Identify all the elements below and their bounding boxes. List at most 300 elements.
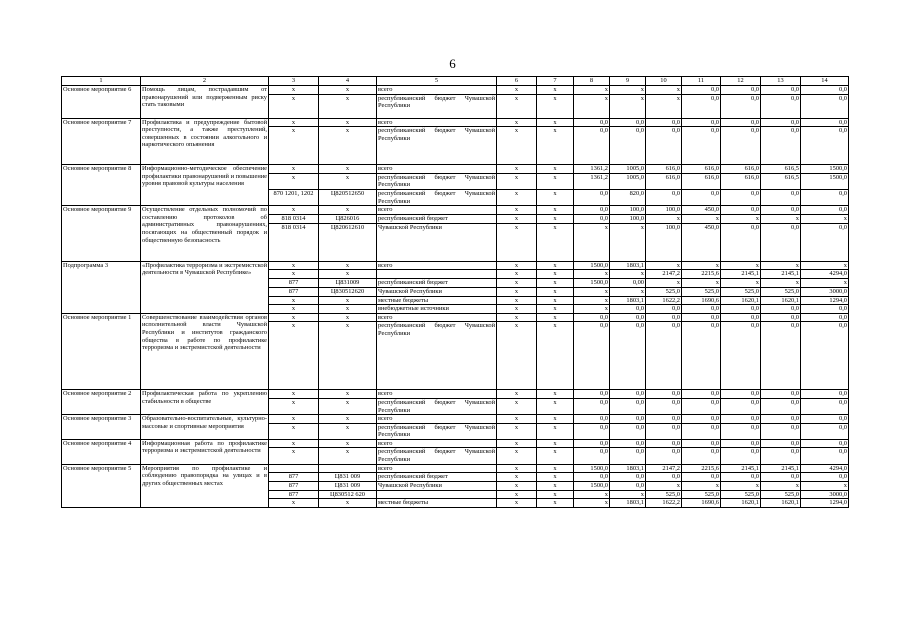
value-cell: 870 1201, 1202: [269, 189, 319, 205]
table-row: [62, 118, 849, 127]
value-cell: x: [537, 118, 574, 127]
value-cell: x: [682, 214, 721, 223]
value-cell: 2215,6: [682, 464, 721, 473]
value-cell: x: [574, 296, 610, 305]
funding-source-cell: республиканский бюджет Чувашской Республики: [378, 448, 495, 464]
funding-source-cell: Чувашской Республики: [377, 481, 497, 490]
measure-description: Профилактическая работа по укреплению стабильности в обществе: [141, 390, 269, 415]
value-cell: 0,0: [574, 390, 610, 399]
value-cell: 450,0: [682, 206, 721, 215]
value-cell: 0,0: [646, 448, 682, 464]
value-cell: Ц831 009: [319, 481, 377, 490]
value-cell: 0,0: [721, 423, 761, 439]
value-cell: 0,0: [801, 398, 849, 414]
value-cell: 0,0: [574, 322, 610, 390]
header-cell: 9: [610, 77, 646, 86]
value-cell: 0,0: [721, 305, 761, 314]
value-cell: 0,0: [801, 313, 849, 322]
value-cell: x: [682, 481, 721, 490]
value-cell: x: [574, 94, 610, 118]
value-cell: x: [319, 173, 377, 189]
value-cell: 0,0: [610, 305, 646, 314]
value-cell: x: [537, 415, 574, 424]
value-cell: 0,0: [682, 305, 721, 314]
value-cell: [319, 464, 377, 473]
value-cell: x: [646, 214, 682, 223]
value-cell: x: [269, 296, 319, 305]
value-cell: 0,0: [646, 415, 682, 424]
value-cell: x: [497, 490, 537, 499]
value-cell: 1500,0: [574, 261, 610, 270]
value-cell: x: [497, 94, 537, 118]
value-cell: 0,0: [574, 214, 610, 223]
value-cell: 0,0: [646, 313, 682, 322]
value-cell: 616,5: [761, 165, 801, 174]
value-cell: 0,0: [646, 423, 682, 439]
value-cell: x: [497, 473, 537, 482]
value-cell: 2215,6: [682, 270, 721, 279]
value-cell: x: [537, 279, 574, 288]
value-cell: x: [801, 481, 849, 490]
value-cell: x: [497, 165, 537, 174]
funding-source-cell: всего: [377, 464, 497, 473]
value-cell: 0,0: [801, 223, 849, 261]
funding-source-cell: республиканский бюджет Чувашской Республики: [378, 189, 495, 205]
value-cell: 818 0314: [269, 223, 319, 261]
value-cell: x: [761, 481, 801, 490]
value-cell: x: [319, 322, 377, 390]
header-cell: 13: [761, 77, 801, 86]
value-cell: x: [646, 279, 682, 288]
value-cell: x: [574, 499, 610, 508]
value-cell: 525,0: [761, 490, 801, 499]
value-cell: x: [319, 86, 377, 95]
value-cell: 0,0: [721, 398, 761, 414]
value-cell: x: [574, 270, 610, 279]
measure-title: Основное мероприятие 2: [62, 390, 141, 415]
value-cell: x: [319, 270, 377, 279]
funding-source-cell: Чувашской Республики: [377, 287, 497, 296]
value-cell: 100,0: [646, 206, 682, 215]
funding-source-cell: республиканский бюджет Чувашской Республики: [378, 173, 495, 189]
value-cell: 0,0: [801, 206, 849, 215]
value-cell: Ц826016: [319, 214, 377, 223]
value-cell: x: [574, 305, 610, 314]
funding-source-cell: всего: [377, 86, 497, 95]
value-cell: x: [269, 86, 319, 95]
value-cell: x: [319, 313, 377, 322]
value-cell: 0,0: [721, 439, 761, 448]
measure-description: Осуществление отдельных полномочий по составлению протоколов об административных правонарушениях, посягающих на общественный порядок и общественную безопасность: [141, 206, 269, 262]
value-cell: x: [497, 173, 537, 189]
measure-description: Помощь лицам, пострадавшим от правонарушений или подверженным риску стать таковыми: [141, 86, 269, 119]
measure-description: Информационно-методическое обеспечение профилактики правонарушений и повышение уровня правовой культуры населения: [141, 165, 269, 206]
value-cell: 0,0: [574, 206, 610, 215]
value-cell: x: [269, 439, 319, 448]
funding-source-cell: [377, 270, 497, 279]
value-cell: x: [269, 322, 319, 390]
value-cell: 0,0: [646, 189, 682, 205]
value-cell: 1294,0: [801, 296, 849, 305]
value-cell: x: [497, 313, 537, 322]
value-cell: x: [497, 270, 537, 279]
value-cell: 525,0: [721, 490, 761, 499]
header-cell: 2: [141, 77, 269, 86]
header-row: [62, 77, 849, 86]
value-cell: 0,0: [801, 94, 849, 118]
value-cell: 0,0: [682, 415, 721, 424]
value-cell: 1690,6: [682, 499, 721, 508]
value-cell: x: [269, 173, 319, 189]
value-cell: 877: [269, 279, 319, 288]
value-cell: 0,0: [721, 127, 761, 165]
value-cell: x: [497, 415, 537, 424]
measure-title: Основное мероприятие 5: [62, 464, 141, 507]
value-cell: 0,0: [761, 86, 801, 95]
value-cell: x: [319, 423, 377, 439]
funding-source-cell: всего: [377, 415, 497, 424]
funding-source-cell: всего: [377, 165, 497, 174]
funding-source-cell: [377, 490, 497, 499]
value-cell: 0,0: [574, 448, 610, 464]
value-cell: x: [497, 189, 537, 205]
value-cell: x: [537, 423, 574, 439]
funding-source-cell: местные бюджеты: [377, 296, 497, 305]
value-cell: 0,0: [801, 448, 849, 464]
header-cell: 12: [721, 77, 761, 86]
value-cell: x: [721, 481, 761, 490]
value-cell: 0,0: [761, 415, 801, 424]
value-cell: 0,0: [761, 439, 801, 448]
value-cell: 616,0: [721, 165, 761, 174]
value-cell: 525,0: [721, 287, 761, 296]
value-cell: 100,0: [610, 206, 646, 215]
funding-source-cell: республиканский бюджет Чувашской Республики: [378, 398, 495, 414]
value-cell: 0,0: [610, 322, 646, 390]
table-row: [62, 313, 849, 322]
value-cell: 2145,1: [761, 270, 801, 279]
value-cell: 0,0: [761, 313, 801, 322]
value-cell: x: [497, 481, 537, 490]
value-cell: 0,00: [610, 279, 646, 288]
value-cell: x: [537, 390, 574, 399]
measure-description: «Профилактика терроризма и экстремистской деятельности в Чувашской Республике»: [141, 261, 269, 313]
value-cell: x: [646, 261, 682, 270]
header-cell: 11: [682, 77, 721, 86]
value-cell: x: [319, 439, 377, 448]
value-cell: x: [319, 448, 377, 464]
value-cell: 1622,2: [646, 296, 682, 305]
value-cell: 0,0: [761, 305, 801, 314]
value-cell: x: [269, 270, 319, 279]
measure-title: Подпрограмма 3: [62, 261, 141, 313]
value-cell: x: [497, 423, 537, 439]
value-cell: x: [269, 261, 319, 270]
value-cell: x: [319, 415, 377, 424]
value-cell: x: [497, 464, 537, 473]
table-row: [62, 464, 849, 473]
measure-description: Профилактика и предупреждение бытовой преступности, а также преступлений, совершенных в состоянии алкогольного и наркотического опьянения: [141, 118, 269, 165]
value-cell: 0,0: [574, 423, 610, 439]
value-cell: x: [574, 287, 610, 296]
value-cell: 0,0: [721, 390, 761, 399]
value-cell: x: [721, 279, 761, 288]
value-cell: x: [537, 189, 574, 205]
value-cell: x: [497, 261, 537, 270]
value-cell: 0,0: [801, 86, 849, 95]
value-cell: x: [537, 127, 574, 165]
value-cell: x: [646, 481, 682, 490]
value-cell: 3000,0: [801, 490, 849, 499]
value-cell: x: [761, 261, 801, 270]
value-cell: x: [537, 481, 574, 490]
value-cell: Ц831 009: [319, 473, 377, 482]
value-cell: 0,0: [610, 398, 646, 414]
value-cell: x: [269, 313, 319, 322]
value-cell: 818 0314: [269, 214, 319, 223]
value-cell: 0,0: [682, 439, 721, 448]
value-cell: x: [610, 270, 646, 279]
value-cell: 0,0: [801, 439, 849, 448]
value-cell: 0,0: [801, 189, 849, 205]
value-cell: 0,0: [574, 439, 610, 448]
value-cell: 0,0: [646, 390, 682, 399]
value-cell: 0,0: [574, 398, 610, 414]
value-cell: 0,0: [682, 86, 721, 95]
value-cell: 1803,1: [610, 499, 646, 508]
value-cell: x: [537, 270, 574, 279]
value-cell: 0,0: [610, 448, 646, 464]
value-cell: 0,0: [721, 189, 761, 205]
page-number: 6: [449, 56, 456, 71]
value-cell: 616,0: [646, 165, 682, 174]
value-cell: x: [721, 261, 761, 270]
value-cell: 0,0: [721, 415, 761, 424]
value-cell: 525,0: [682, 287, 721, 296]
value-cell: 0,0: [721, 94, 761, 118]
value-cell: x: [269, 127, 319, 165]
value-cell: x: [801, 214, 849, 223]
value-cell: 1622,2: [646, 499, 682, 508]
header-cell: 1: [62, 77, 141, 86]
value-cell: 0,0: [761, 473, 801, 482]
value-cell: 0,0: [610, 423, 646, 439]
measure-title: Основное мероприятие 6: [62, 86, 141, 119]
value-cell: 0,0: [761, 398, 801, 414]
value-cell: 0,0: [801, 473, 849, 482]
value-cell: 1620,1: [761, 296, 801, 305]
value-cell: x: [801, 261, 849, 270]
value-cell: x: [537, 439, 574, 448]
value-cell: x: [319, 305, 377, 314]
table-row: [62, 261, 849, 270]
value-cell: 2147,2: [646, 464, 682, 473]
value-cell: 0,0: [682, 448, 721, 464]
value-cell: x: [537, 173, 574, 189]
value-cell: 0,0: [646, 398, 682, 414]
value-cell: 0,0: [801, 322, 849, 390]
value-cell: 1361,2: [574, 173, 610, 189]
value-cell: 1500,0: [801, 165, 849, 174]
value-cell: x: [497, 305, 537, 314]
value-cell: 1361,2: [574, 165, 610, 174]
value-cell: 450,0: [682, 223, 721, 261]
value-cell: x: [319, 127, 377, 165]
value-cell: x: [269, 305, 319, 314]
value-cell: 0,0: [721, 206, 761, 215]
value-cell: x: [497, 214, 537, 223]
value-cell: Ц820512650: [319, 189, 377, 205]
value-cell: 0,0: [761, 390, 801, 399]
value-cell: x: [269, 423, 319, 439]
value-cell: 0,0: [721, 313, 761, 322]
value-cell: 0,0: [721, 448, 761, 464]
value-cell: 0,0: [574, 415, 610, 424]
value-cell: x: [319, 499, 377, 508]
value-cell: 525,0: [761, 287, 801, 296]
value-cell: 4294,0: [801, 270, 849, 279]
value-cell: 1803,1: [610, 464, 646, 473]
value-cell: 820,0: [610, 189, 646, 205]
value-cell: x: [269, 94, 319, 118]
value-cell: 0,0: [610, 118, 646, 127]
measure-description: Образовательно-воспитательные, культурно-массовые и спортивные мероприятия: [141, 415, 269, 440]
value-cell: 0,0: [682, 118, 721, 127]
value-cell: x: [537, 261, 574, 270]
value-cell: 2145,1: [761, 464, 801, 473]
value-cell: x: [537, 287, 574, 296]
value-cell: x: [537, 223, 574, 261]
value-cell: 0,0: [610, 415, 646, 424]
value-cell: Ц820612610: [319, 223, 377, 261]
value-cell: 0,0: [610, 473, 646, 482]
value-cell: 1803,1: [610, 261, 646, 270]
value-cell: x: [610, 94, 646, 118]
funding-source-cell: всего: [377, 313, 497, 322]
value-cell: 0,0: [646, 322, 682, 390]
value-cell: x: [497, 499, 537, 508]
value-cell: x: [269, 398, 319, 414]
value-cell: x: [497, 390, 537, 399]
value-cell: 525,0: [646, 490, 682, 499]
value-cell: x: [761, 214, 801, 223]
value-cell: x: [269, 415, 319, 424]
value-cell: 0,0: [801, 415, 849, 424]
value-cell: 616,0: [721, 173, 761, 189]
value-cell: 0,0: [610, 439, 646, 448]
value-cell: 1500,0: [574, 279, 610, 288]
value-cell: 877: [269, 473, 319, 482]
measure-description: Мероприятия по профилактике и соблюдению правопорядка на улицах и в других общественных местах: [141, 464, 269, 507]
funding-source-cell: республиканский бюджет: [377, 473, 497, 482]
value-cell: x: [537, 214, 574, 223]
value-cell: 1620,1: [761, 499, 801, 508]
value-cell: 616,5: [761, 173, 801, 189]
value-cell: 0,0: [761, 448, 801, 464]
value-cell: x: [319, 390, 377, 399]
header-cell: 7: [537, 77, 574, 86]
value-cell: 0,0: [721, 118, 761, 127]
value-cell: x: [537, 296, 574, 305]
value-cell: 1620,1: [721, 499, 761, 508]
value-cell: 1620,1: [721, 296, 761, 305]
value-cell: 0,0: [574, 313, 610, 322]
measure-title: Основное мероприятие 1: [62, 313, 141, 390]
funding-source-cell: всего: [377, 118, 497, 127]
value-cell: 0,0: [761, 423, 801, 439]
measure-description: Информационная работа по профилактике терроризма и экстремистской деятельности: [141, 439, 269, 464]
value-cell: 0,0: [801, 305, 849, 314]
funding-source-cell: республиканский бюджет Чувашской Республики: [377, 127, 497, 165]
value-cell: 2145,1: [721, 464, 761, 473]
value-cell: 877: [269, 287, 319, 296]
value-cell: 0,0: [761, 94, 801, 118]
value-cell: [269, 464, 319, 473]
value-cell: 1500,0: [574, 464, 610, 473]
value-cell: x: [497, 86, 537, 95]
value-cell: 0,0: [610, 313, 646, 322]
value-cell: x: [319, 296, 377, 305]
value-cell: x: [537, 499, 574, 508]
table-row: [62, 165, 849, 174]
funding-source-cell: всего: [377, 390, 497, 399]
value-cell: 877: [269, 490, 319, 499]
value-cell: 0,0: [801, 423, 849, 439]
value-cell: 1500,0: [801, 173, 849, 189]
value-cell: 0,0: [682, 127, 721, 165]
value-cell: x: [610, 287, 646, 296]
value-cell: 0,0: [682, 473, 721, 482]
value-cell: x: [761, 279, 801, 288]
value-cell: x: [610, 490, 646, 499]
value-cell: x: [646, 94, 682, 118]
value-cell: 0,0: [610, 127, 646, 165]
value-cell: x: [269, 390, 319, 399]
value-cell: 0,0: [646, 305, 682, 314]
table-row: [62, 439, 849, 448]
value-cell: x: [319, 398, 377, 414]
value-cell: 0,0: [610, 390, 646, 399]
value-cell: 0,0: [761, 118, 801, 127]
value-cell: Ц831009: [319, 279, 377, 288]
value-cell: 0,0: [574, 473, 610, 482]
funding-source-cell: Чувашской Республики: [377, 223, 497, 261]
value-cell: x: [537, 490, 574, 499]
value-cell: x: [537, 322, 574, 390]
value-cell: 0,0: [801, 127, 849, 165]
table-body: [62, 77, 849, 508]
value-cell: x: [537, 206, 574, 215]
value-cell: x: [537, 448, 574, 464]
value-cell: 0,0: [721, 322, 761, 390]
header-cell: 4: [319, 77, 377, 86]
value-cell: 0,0: [574, 127, 610, 165]
header-cell: 5: [377, 77, 497, 86]
value-cell: x: [574, 86, 610, 95]
funding-source-cell: республиканский бюджет: [377, 214, 497, 223]
value-cell: x: [537, 305, 574, 314]
value-cell: x: [497, 287, 537, 296]
value-cell: x: [269, 448, 319, 464]
value-cell: 0,0: [682, 189, 721, 205]
value-cell: 100,0: [610, 214, 646, 223]
value-cell: 1005,0: [610, 165, 646, 174]
value-cell: x: [497, 398, 537, 414]
table-row: [62, 206, 849, 215]
value-cell: x: [682, 261, 721, 270]
header-cell: 6: [497, 77, 537, 86]
funding-source-cell: республиканский бюджет Чувашской Республики: [377, 94, 497, 118]
